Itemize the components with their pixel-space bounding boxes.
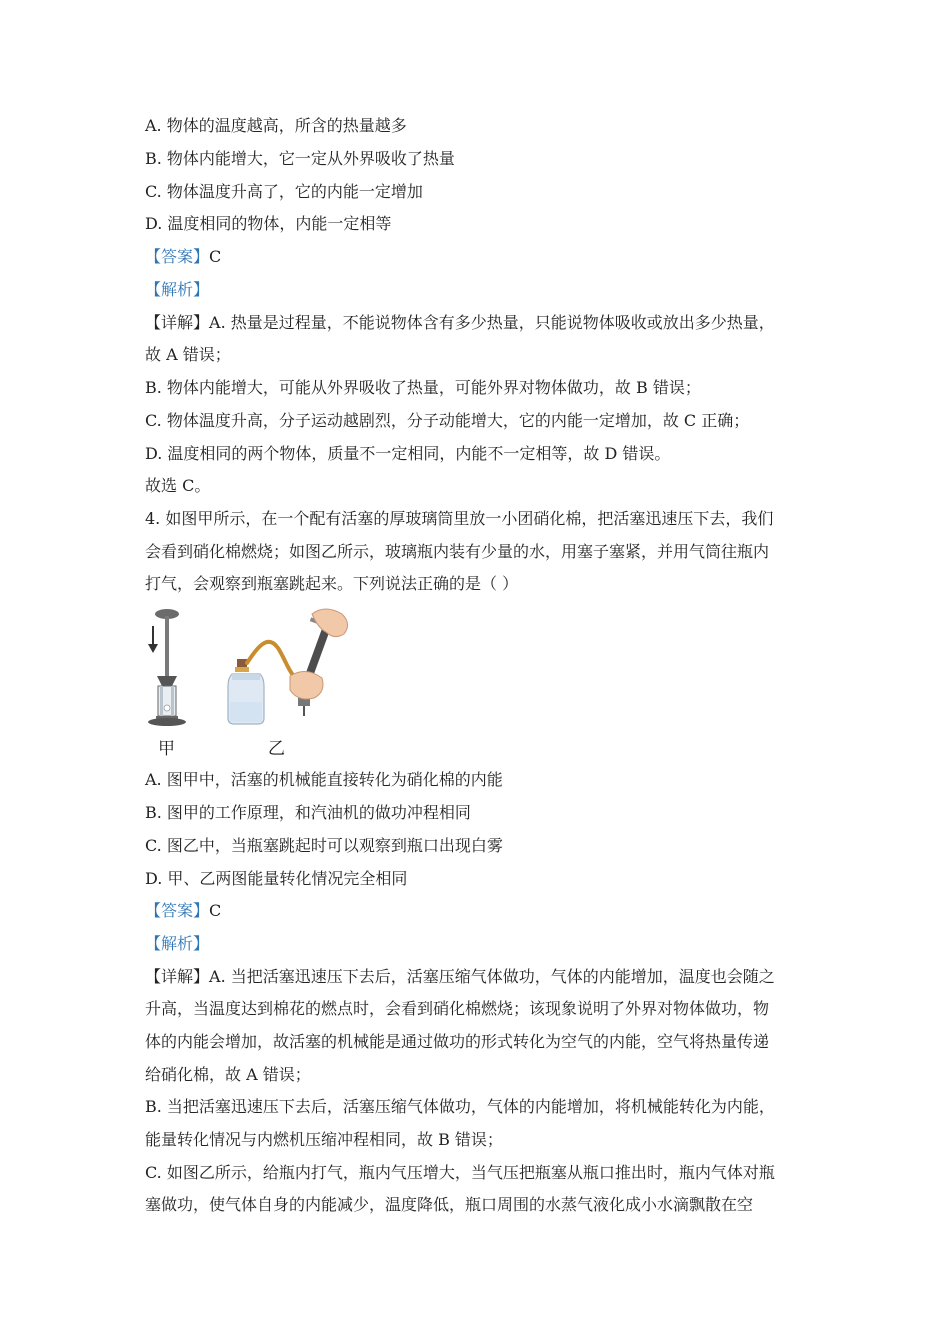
- analysis-tag: 【解析】: [145, 934, 210, 953]
- q4-option-c: C. 图乙中，当瓶塞跳起时可以观察到瓶口出现白雾: [145, 836, 503, 855]
- q3-analysis: [145, 280, 209, 300]
- q3-option-c: C. 物体温度升高了，它的内能一定增加: [145, 182, 423, 201]
- analysis-tag: 【解析】: [145, 280, 210, 299]
- q4-stem-line: 4. 如图甲所示，在一个配有活塞的厚玻璃筒里放一小团硝化棉，把活塞迅速压下去，我们: [145, 509, 774, 528]
- answer-value: C: [209, 247, 222, 266]
- figure-label-jia: 甲: [158, 739, 175, 759]
- q4-figure: [140, 606, 380, 759]
- figure-label-yi: 乙: [268, 739, 285, 759]
- q4-detail-line: 塞做功，使气体自身的内能减少，温度降低，瓶口周围的水蒸气液化成小水滴飘散在空: [145, 1195, 754, 1214]
- q3-detail-line: [145, 313, 775, 333]
- experiment-illustration: [140, 606, 380, 756]
- q3-answer: [145, 247, 221, 267]
- q4-detail-line: 体的内能会增加，故活塞的机械能是通过做功的形式转化为空气的内能，空气将热量传递: [145, 1032, 770, 1051]
- q3-option-a: A. 物体的温度越高，所含的热量越多: [145, 116, 407, 135]
- q3-conclusion: 故选 C。: [145, 476, 211, 495]
- q4-stem-line: 打气，会观察到瓶塞跳起来。下列说法正确的是（ ）: [145, 574, 519, 593]
- answer-tag: 【答案】: [145, 901, 210, 920]
- q3-detail-line: 故 A 错误；: [145, 345, 231, 364]
- bottle-pump-apparatus: [228, 609, 348, 724]
- q3-detail-line: D. 温度相同的两个物体，质量不一定相同，内能不一定相等，故 D 错误。: [145, 444, 671, 463]
- detail-text: A. 当把活塞迅速压下去后，活塞压缩气体做功，气体的内能增加，温度也会随之: [209, 967, 775, 986]
- detail-text: A. 热量是过程量，不能说物体含有多少热量，只能说物体吸收或放出多少热量，: [209, 313, 775, 332]
- q4-analysis: [145, 934, 209, 954]
- detail-tag: 【详解】: [145, 967, 210, 986]
- q3-option-d: D. 温度相同的物体，内能一定相等: [145, 214, 392, 233]
- q3-option-b: B. 物体内能增大，它一定从外界吸收了热量: [145, 149, 455, 168]
- q4-detail-line: 升高，当温度达到棉花的燃点时，会看到硝化棉燃烧；该现象说明了外界对物体做功，物: [145, 999, 770, 1018]
- q4-detail-line: 能量转化情况与内燃机压缩冲程相同，故 B 错误；: [145, 1130, 503, 1149]
- q4-detail-line: B. 当把活塞迅速压下去后，活塞压缩气体做功，气体的内能增加，将机械能转化为内能，: [145, 1097, 775, 1116]
- q4-detail-line: [145, 967, 775, 987]
- q4-detail-line: 给硝化棉，故 A 错误；: [145, 1065, 311, 1084]
- q3-detail-line: C. 物体温度升高，分子运动越剧烈，分子动能增大，它的内能一定增加，故 C 正确；: [145, 411, 750, 430]
- q4-option-d: D. 甲、乙两图能量转化情况完全相同: [145, 869, 408, 888]
- q4-option-b: B. 图甲的工作原理，和汽油机的做功冲程相同: [145, 803, 471, 822]
- q4-stem-line: 会看到硝化棉燃烧；如图乙所示，玻璃瓶内装有少量的水，用塞子塞紧，并用气筒往瓶内: [145, 542, 770, 561]
- q3-detail-line: B. 物体内能增大，可能从外界吸收了热量，可能外界对物体做功，故 B 错误；: [145, 378, 701, 397]
- fire-syringe-apparatus: [148, 609, 186, 726]
- q4-detail-line: C. 如图乙所示，给瓶内打气，瓶内气压增大，当气压把瓶塞从瓶口推出时，瓶内气体对瓶: [145, 1163, 775, 1182]
- answer-value: C: [209, 901, 222, 920]
- q4-option-a: A. 图甲中，活塞的机械能直接转化为硝化棉的内能: [145, 770, 503, 789]
- q4-answer: [145, 901, 221, 921]
- detail-tag: 【详解】: [145, 313, 210, 332]
- answer-tag: 【答案】: [145, 247, 210, 266]
